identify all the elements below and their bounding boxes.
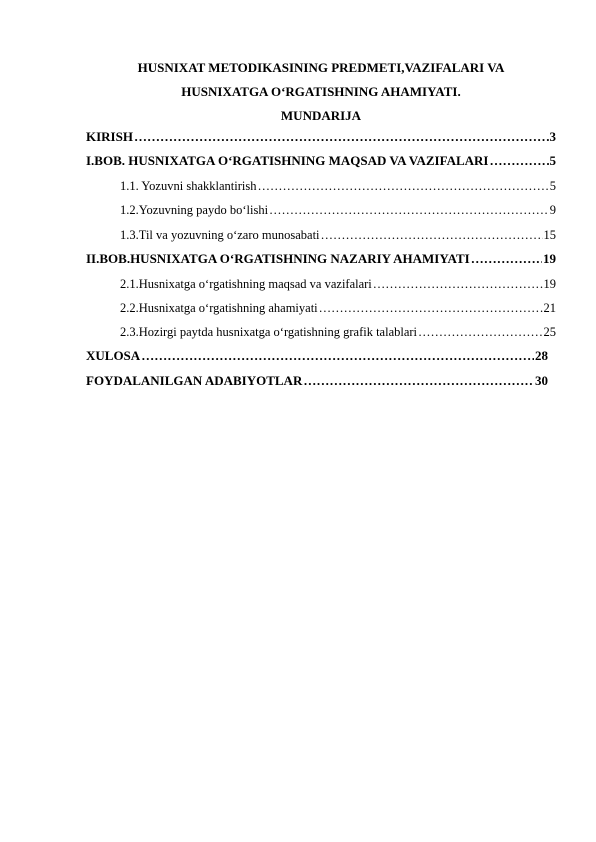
- toc-leader-dots: [257, 177, 548, 195]
- toc-entry-label: II.BOB.HUSNIXATGA O‘RGATISHNING NAZARIY AHAMIYATI: [86, 251, 470, 266]
- toc-leader-dots: [373, 275, 543, 293]
- toc-entry-2-1[interactable]: [120, 275, 556, 293]
- toc-entry-label: I.BOB. HUSNIXATGA O‘RGATISHNING MAQSAD VA VAZIFALARI: [86, 153, 489, 168]
- toc-heading: MUNDARIJA: [280, 108, 362, 123]
- toc-leader-dots: [489, 152, 548, 170]
- toc-entry-label: 1.1. Yozuvni shakklantirish: [120, 179, 257, 193]
- toc-entry-page: 21: [543, 301, 556, 315]
- toc-entry-xulosa[interactable]: [86, 347, 548, 365]
- toc-leader-dots: [141, 347, 534, 365]
- toc-entry-label: 2.3.Hozirgi paytda husnixatga o‘rgatishning grafik talablari: [120, 325, 418, 339]
- toc-entry-chapter-2[interactable]: [86, 250, 556, 268]
- toc-leader-dots: [134, 128, 549, 146]
- toc-leader-dots: [319, 299, 543, 317]
- toc-leader-dots: [321, 226, 543, 244]
- toc-entry-page: 5: [549, 153, 556, 168]
- document-title-line-2: HUSNIXATGA O‘RGATISHNING AHAMIYATI.: [181, 84, 461, 99]
- toc-entry-page: 25: [543, 325, 556, 339]
- toc-entry-label: 2.1.Husnixatga o‘rgatishning maqsad va vazifalari: [120, 277, 372, 291]
- toc-entry-page: 28: [535, 348, 548, 363]
- toc-entry-page: 5: [549, 179, 556, 193]
- toc-entry-page: 19: [543, 277, 556, 291]
- toc-leader-dots: [269, 201, 549, 219]
- toc-entry-label: XULOSA: [86, 348, 141, 363]
- toc-entry-1-1[interactable]: [120, 177, 556, 195]
- toc-entry-adabiyotlar[interactable]: [86, 372, 548, 390]
- toc-entry-label: FOYDALANILGAN ADABIYOTLAR: [86, 373, 303, 388]
- toc-entry-page: 15: [543, 228, 556, 242]
- toc-leader-dots: [418, 323, 542, 341]
- toc-entry-page: 19: [543, 251, 556, 266]
- toc-entry-label: 2.2.Husnixatga o‘rgatishning ahamiyati: [120, 301, 318, 315]
- toc-entry-label: 1.3.Til va yozuvning o‘zaro munosabati: [120, 228, 320, 242]
- toc-entry-2-2[interactable]: [120, 299, 556, 317]
- toc-entry-chapter-1[interactable]: [86, 152, 556, 170]
- toc-entry-label: 1.2.Yozuvning paydo bo‘lishi: [120, 203, 269, 217]
- toc-entry-page: 3: [549, 129, 556, 144]
- toc-entry-2-3[interactable]: [120, 323, 556, 341]
- toc-entry-1-2[interactable]: [120, 201, 556, 219]
- toc-entry-page: 30: [535, 373, 548, 388]
- toc-entry-1-3[interactable]: [120, 226, 556, 244]
- document-title-line-1: HUSNIXAT METODIKASINING PREDMETI,VAZIFALARI VA: [137, 60, 505, 75]
- toc-leader-dots: [303, 372, 534, 390]
- toc-entry-kirish[interactable]: [86, 128, 556, 146]
- toc-entry-page: 9: [549, 203, 556, 217]
- toc-entry-label: KIRISH: [86, 129, 133, 144]
- toc-leader-dots: [471, 250, 542, 268]
